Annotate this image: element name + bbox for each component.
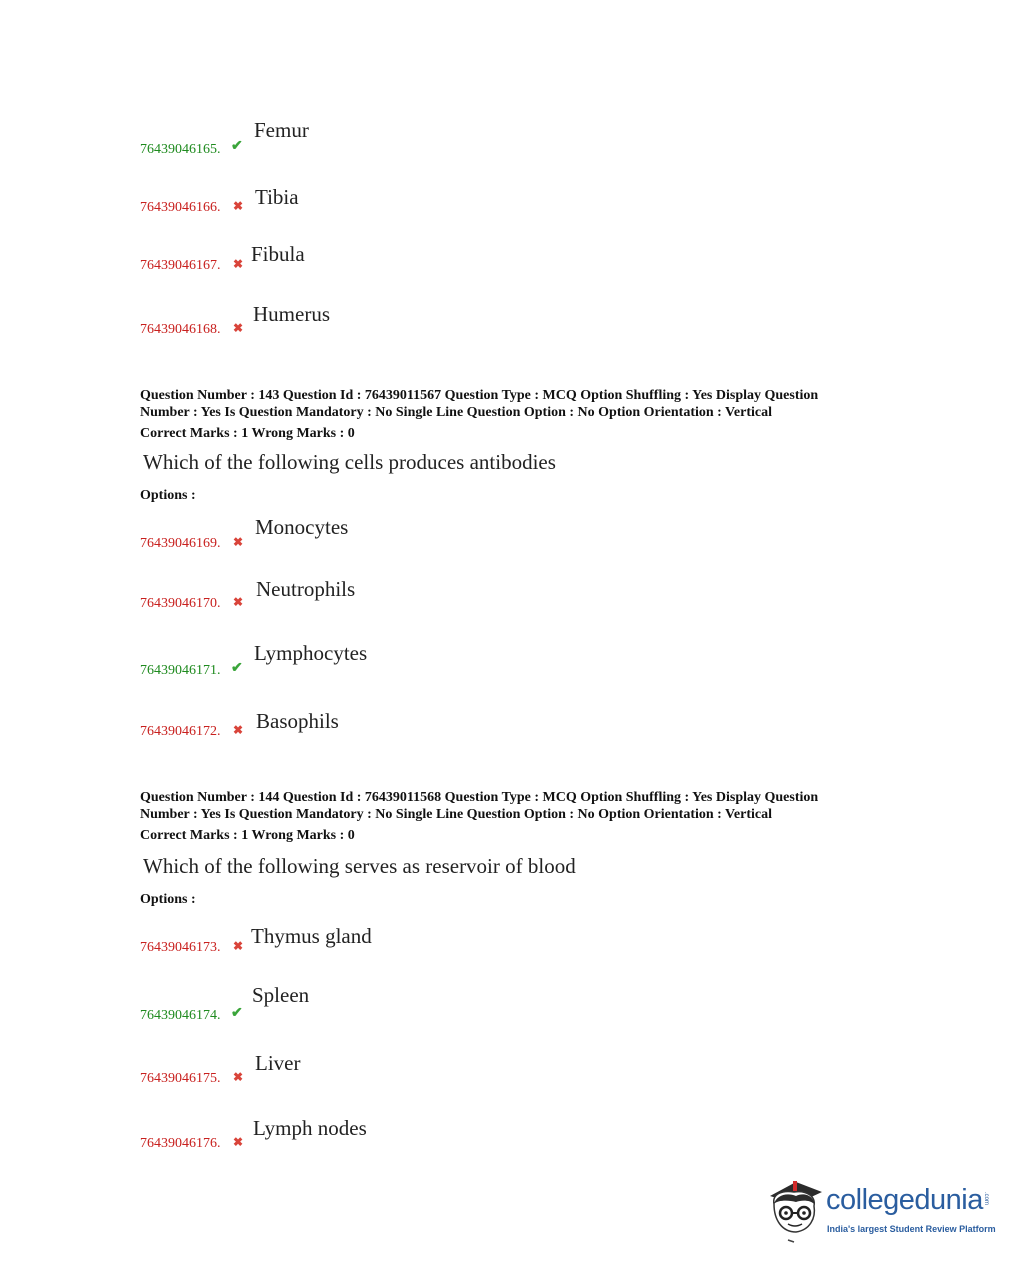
option-row xyxy=(140,709,540,769)
option-row xyxy=(140,118,540,178)
option-row xyxy=(140,185,540,245)
option-text: Monocytes xyxy=(255,515,349,539)
option-id: 76439046166. xyxy=(140,200,221,215)
question-meta xyxy=(140,387,900,442)
option-id: 76439046175. xyxy=(140,1071,221,1086)
option-id: 76439046170. xyxy=(140,596,221,611)
collegedunia-logo xyxy=(766,1180,996,1244)
cross-icon: ✖ xyxy=(233,1135,244,1149)
option-row xyxy=(140,515,540,575)
meta-line: Number : Yes Is Question Mandatory : No Single Line Question Option : No Option Orientation : Vertical xyxy=(140,807,772,822)
option-text: Neutrophils xyxy=(256,577,356,601)
option-id: 76439046173. xyxy=(140,940,221,955)
option-row xyxy=(140,1116,540,1176)
meta-line: Correct Marks : 1 Wrong Marks : 0 xyxy=(140,828,355,843)
question-text: Which of the following cells produces antibodies xyxy=(143,450,556,474)
option-text: Liver xyxy=(255,1051,301,1075)
options-label: Options : xyxy=(140,488,196,503)
question-meta xyxy=(140,789,900,844)
option-id: 76439046174. xyxy=(140,1008,221,1023)
meta-line: Correct Marks : 1 Wrong Marks : 0 xyxy=(140,426,355,441)
option-row xyxy=(140,577,540,637)
cross-icon: ✖ xyxy=(233,199,244,213)
meta-line: Question Number : 143 Question Id : 76439011567 Question Type : MCQ Option Shuffling : Yes Display Question xyxy=(140,388,819,403)
cross-icon: ✖ xyxy=(233,321,244,335)
option-id: 76439046167. xyxy=(140,258,221,273)
option-id: 76439046176. xyxy=(140,1136,221,1151)
check-icon: ✔ xyxy=(231,1006,243,1021)
option-id: 76439046169. xyxy=(140,536,221,551)
meta-line: Question Number : 144 Question Id : 76439011568 Question Type : MCQ Option Shuffling : Yes Display Question xyxy=(140,790,819,805)
cross-icon: ✖ xyxy=(233,723,244,737)
brand-name: collegedunia xyxy=(826,1184,983,1216)
cross-icon: ✖ xyxy=(233,535,244,549)
option-text: Lymphocytes xyxy=(254,641,368,665)
option-text: Spleen xyxy=(252,983,310,1007)
cross-icon: ✖ xyxy=(233,1070,244,1084)
option-id: 76439046165. xyxy=(140,142,221,157)
options-label: Options : xyxy=(140,892,196,907)
brand-tagline: India's largest Student Review Platform xyxy=(827,1224,996,1234)
brand-domain: .com xyxy=(983,1192,989,1206)
option-row xyxy=(140,242,540,302)
option-text: Humerus xyxy=(253,302,330,326)
option-id: 76439046171. xyxy=(140,663,221,678)
option-text: Thymus gland xyxy=(251,924,372,948)
cross-icon: ✖ xyxy=(233,595,244,609)
option-row xyxy=(140,924,540,984)
check-icon: ✔ xyxy=(231,661,243,676)
option-id: 76439046168. xyxy=(140,322,221,337)
question-text: Which of the following serves as reservoir of blood xyxy=(143,854,576,878)
option-row xyxy=(140,302,540,362)
option-id: 76439046172. xyxy=(140,724,221,739)
mascot-icon xyxy=(766,1178,824,1244)
check-icon: ✔ xyxy=(231,139,243,154)
option-text: Lymph nodes xyxy=(253,1116,367,1140)
option-row xyxy=(140,1051,540,1111)
option-text: Tibia xyxy=(255,185,299,209)
option-row xyxy=(140,641,540,701)
cross-icon: ✖ xyxy=(233,939,244,953)
option-row xyxy=(140,983,540,1043)
meta-line: Number : Yes Is Question Mandatory : No Single Line Question Option : No Option Orientation : Vertical xyxy=(140,405,772,420)
option-text: Basophils xyxy=(256,709,339,733)
cross-icon: ✖ xyxy=(233,257,244,271)
option-text: Fibula xyxy=(251,242,305,266)
option-text: Femur xyxy=(254,118,309,142)
